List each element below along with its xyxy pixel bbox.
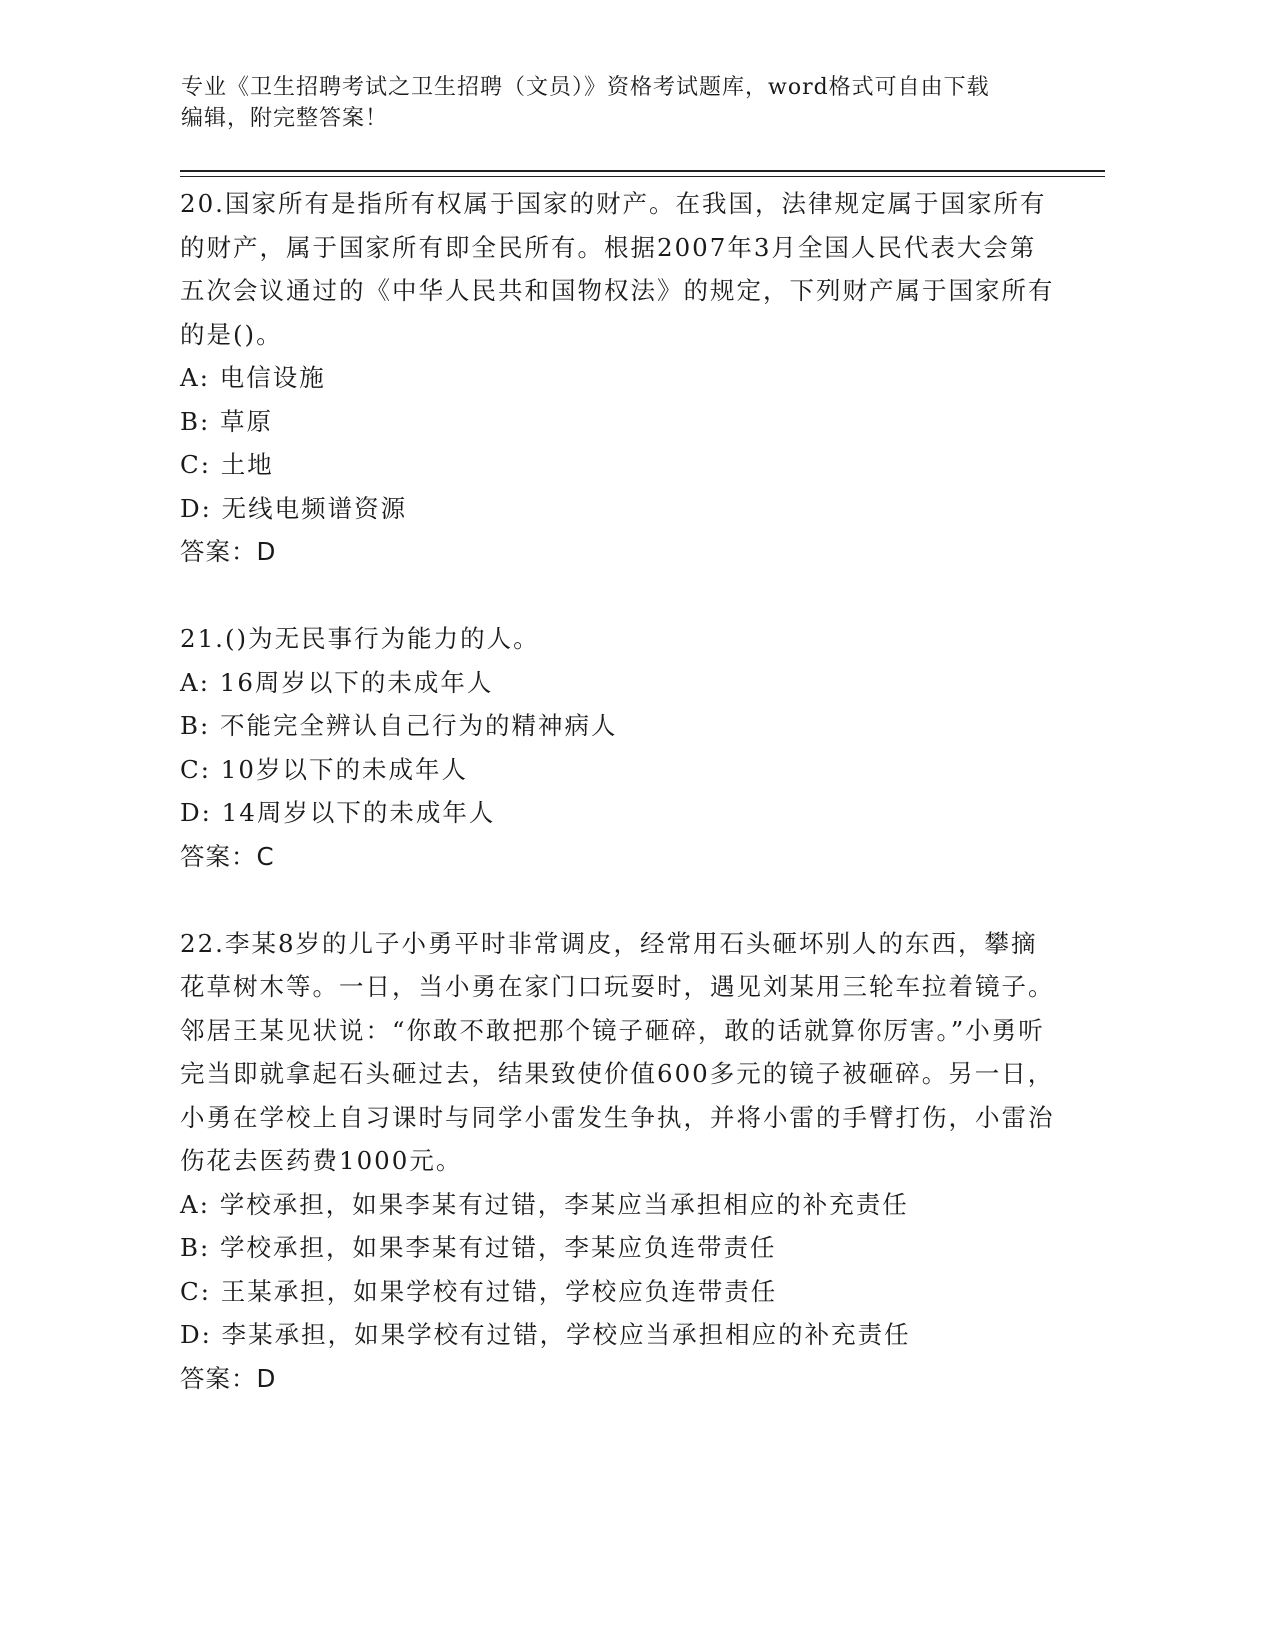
option-b: B: 不能完全辨认自己行为的精神病人 <box>180 711 618 740</box>
option-d: D: 14周岁以下的未成年人 <box>180 798 496 827</box>
header-line-1: 专业《卫生招聘考试之卫生招聘（文员）》资格考试题库，word格式可自由下载 <box>181 75 990 100</box>
question-stem: 21.()为无民事行为能力的人。 <box>180 624 540 653</box>
question-stem: 20.国家所有是指所有权属于国家的财产。在我国，法律规定属于国家所有的财产，属于国家所有即全民所有。根据2007年3月全国人民代表大会第五次会议通过的《中华人民共和国物权法》的规定，下列财产属于国家所有的是()。 <box>180 189 1055 349</box>
question-stem: 22.李某8岁的儿子小勇平时非常调皮，经常用石头砸坏别人的东西，攀摘花草树木等。一日，当小勇在家门口玩耍时，遇见刘某用三轮车拉着镜子。邻居王某见状说：“你敢不敢把那个镜子砸碎，敢的话就算你厉害。”小勇听完当即就拿起石头砸过去，结果致使价值600多元的镜子被砸碎。另一日，小勇在学校上自习课时与同学小雷发生争执，并将小雷的手臂打伤，小雷治伤花去医药费1000元。 <box>180 928 1055 1175</box>
option-b: B: 草原 <box>180 406 274 436</box>
option-d: D: 李某承担，如果学校有过错，学校应当承担相应的补充责任 <box>180 1320 911 1349</box>
question-22 <box>180 922 1060 1401</box>
option-c: C: 土地 <box>180 450 274 479</box>
option-c: C: 王某承担，如果学校有过错，学校应负连带责任 <box>180 1276 778 1306</box>
option-a: A: 16周岁以下的未成年人 <box>180 667 494 697</box>
option-c: C: 10岁以下的未成年人 <box>180 754 468 784</box>
answer-line: 答案：D <box>180 537 277 566</box>
header-divider-thick <box>180 170 1105 172</box>
answer-line: 答案：C <box>180 841 275 871</box>
document-header <box>181 72 1061 134</box>
option-a: A: 电信设施 <box>180 363 326 392</box>
option-d: D: 无线电频谱资源 <box>180 493 408 523</box>
question-20 <box>180 182 1060 574</box>
option-a: A: 学校承担，如果李某有过错，李某应当承担相应的补充责任 <box>180 1189 909 1219</box>
header-divider-thin <box>180 176 1105 177</box>
question-21 <box>180 617 1060 878</box>
option-b: B: 学校承担，如果李某有过错，李某应负连带责任 <box>180 1233 777 1262</box>
answer-line: 答案：D <box>180 1363 277 1393</box>
question-list <box>180 182 1060 1444</box>
header-line-2: 编辑，附完整答案！ <box>181 106 389 131</box>
